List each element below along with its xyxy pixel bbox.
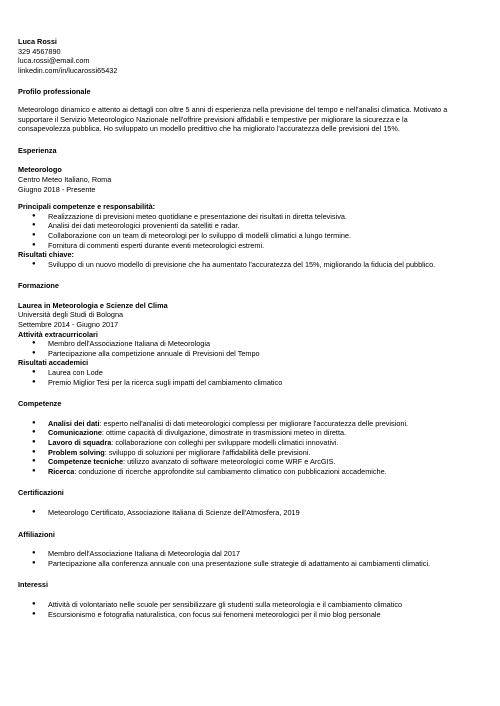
skill-text: : esperto nell'analisi di dati meteorologici complessi per migliorare l'accuratezza delle previsioni.	[99, 418, 409, 428]
list-item: ● Partecipazione alla conferenza annuale con una presentazione sulle strategie di adattamento ai cambiamenti climatici.	[18, 559, 462, 569]
education-heading: Formazione	[18, 281, 59, 291]
company-name: Centro Meteo Italiano, Roma	[18, 174, 112, 184]
email-address: luca.rossi@email.com	[18, 56, 90, 66]
responsibilities-heading: Principali competenze e responsabilità:	[18, 202, 156, 212]
results-list	[18, 260, 462, 270]
skill-label: Competenze tecniche	[48, 457, 124, 467]
responsibilities-list	[18, 212, 462, 250]
profile-text: Meteorologo dinamico e attento ai dettagli con oltre 5 anni di esperienza nella previsione del tempo e nell'analisi climatica. Motivato a supportare il Servizio Meteorologico Nazionale nell'offrire previsioni affidabili e tempestive per migliorare la sicurezza e la consapevolezza pubblica. Ho sviluppato un modello predittivo che ha migliorato l'accuratezza delle previsioni del 15%.	[18, 104, 448, 134]
list-item: ● Premio Miglior Tesi per la ricerca sugli impatti del cambiamento climatico	[18, 378, 462, 388]
linkedin-url: linkedin.com/in/lucarossi65432	[18, 65, 118, 75]
list-item: ● Realizzazione di previsioni meteo quotidiane e presentazione dei risultati in diretta televisiva.	[18, 212, 462, 222]
list-item	[18, 419, 462, 429]
skill-label: Ricerca	[48, 466, 75, 476]
degree-title: Laurea in Meteorologia e Scienze del Clima	[18, 300, 168, 310]
candidate-name: Luca Rossi	[18, 37, 57, 46]
certifications-list	[18, 508, 462, 518]
skill-label: Problem solving	[48, 447, 105, 457]
extracurricular-list	[18, 339, 462, 358]
list-item: ● Sviluppo di un nuovo modello di previsione che ha aumentato l'accuratezza del 15%, migliorando la fiducia del pubblico.	[18, 260, 462, 270]
list-item	[18, 428, 462, 438]
results-heading: Risultati chiave:	[18, 250, 74, 260]
list-item: ● Membro dell'Associazione Italiana di Meteorologia	[18, 339, 462, 349]
list-item	[18, 448, 462, 458]
skill-label: Lavoro di squadra	[48, 438, 112, 447]
skill-label: Comunicazione	[48, 428, 102, 438]
job-title: Meteorologo	[18, 165, 62, 175]
skill-label: Analisi dei dati	[48, 418, 100, 428]
list-item: ● Laurea con Lode	[18, 368, 462, 378]
list-item: ● Analisi dei dati meteorologici provenienti da satelliti e radar.	[18, 221, 462, 231]
list-item: ● Membro dell'Associazione Italiana di Meteorologia dal 2017	[18, 549, 462, 559]
skills-list	[18, 419, 462, 477]
skill-text: : sviluppo di soluzioni per migliorare l'affidabilità delle previsioni.	[104, 447, 311, 457]
list-item	[18, 438, 462, 448]
phone-number: 329 4567890	[18, 46, 61, 56]
academic-list	[18, 368, 462, 387]
experience-heading: Esperienza	[18, 145, 57, 155]
list-item: ● Fornitura di commenti esperti durante eventi meteorologici estremi.	[18, 241, 462, 251]
skill-text: : conduzione di ricerche approfondite sul cambiamento climatico con pubblicazioni accademiche.	[74, 466, 387, 476]
education-dates: Settembre 2014 - Giugno 2017	[18, 320, 119, 330]
list-item: ● Meteorologo Certificato, Associazione Italiana di Scienze dell'Atmosfera, 2019	[18, 508, 462, 518]
skills-heading: Competenze	[18, 399, 62, 409]
list-item	[18, 467, 462, 477]
affiliations-list	[18, 549, 462, 568]
list-item	[18, 457, 462, 467]
skill-text: : collaborazione con colleghi per sviluppare modelli climatici innovativi.	[111, 438, 339, 447]
extracurricular-heading: Attività extracurricolari	[18, 329, 98, 339]
affiliations-heading: Affiliazioni	[18, 529, 55, 539]
list-item: ● Collaborazione con un team di meteorologi per lo sviluppo di modelli climatici a lungo termine.	[18, 231, 462, 241]
skill-text: : ottime capacità di divulgazione, dimostrate in trasmissioni meteo in diretta.	[101, 428, 347, 438]
school-name: Università degli Studi di Bologna	[18, 310, 124, 320]
job-dates: Giugno 2018 - Presente	[18, 184, 96, 194]
certifications-heading: Certificazioni	[18, 488, 64, 498]
profile-heading: Profilo professionale	[18, 87, 91, 97]
list-item: ● Escursionismo e fotografia naturalistica, con focus sui fenomeni meteorologici per il mio blog personale	[18, 610, 462, 620]
interests-heading: Interessi	[18, 580, 49, 590]
list-item: ● Attività di volontariato nelle scuole per sensibilizzare gli studenti sulla meteorologia e il cambiamento climatico	[18, 600, 462, 610]
list-item: ● Partecipazione alla competizione annuale di Previsioni del Tempo	[18, 349, 462, 359]
interests-list	[18, 600, 462, 619]
skill-text: : utilizzo avanzato di software meteorologici come WRF e ArcGIS.	[123, 457, 336, 467]
academic-heading: Risultati accademici	[18, 358, 89, 368]
